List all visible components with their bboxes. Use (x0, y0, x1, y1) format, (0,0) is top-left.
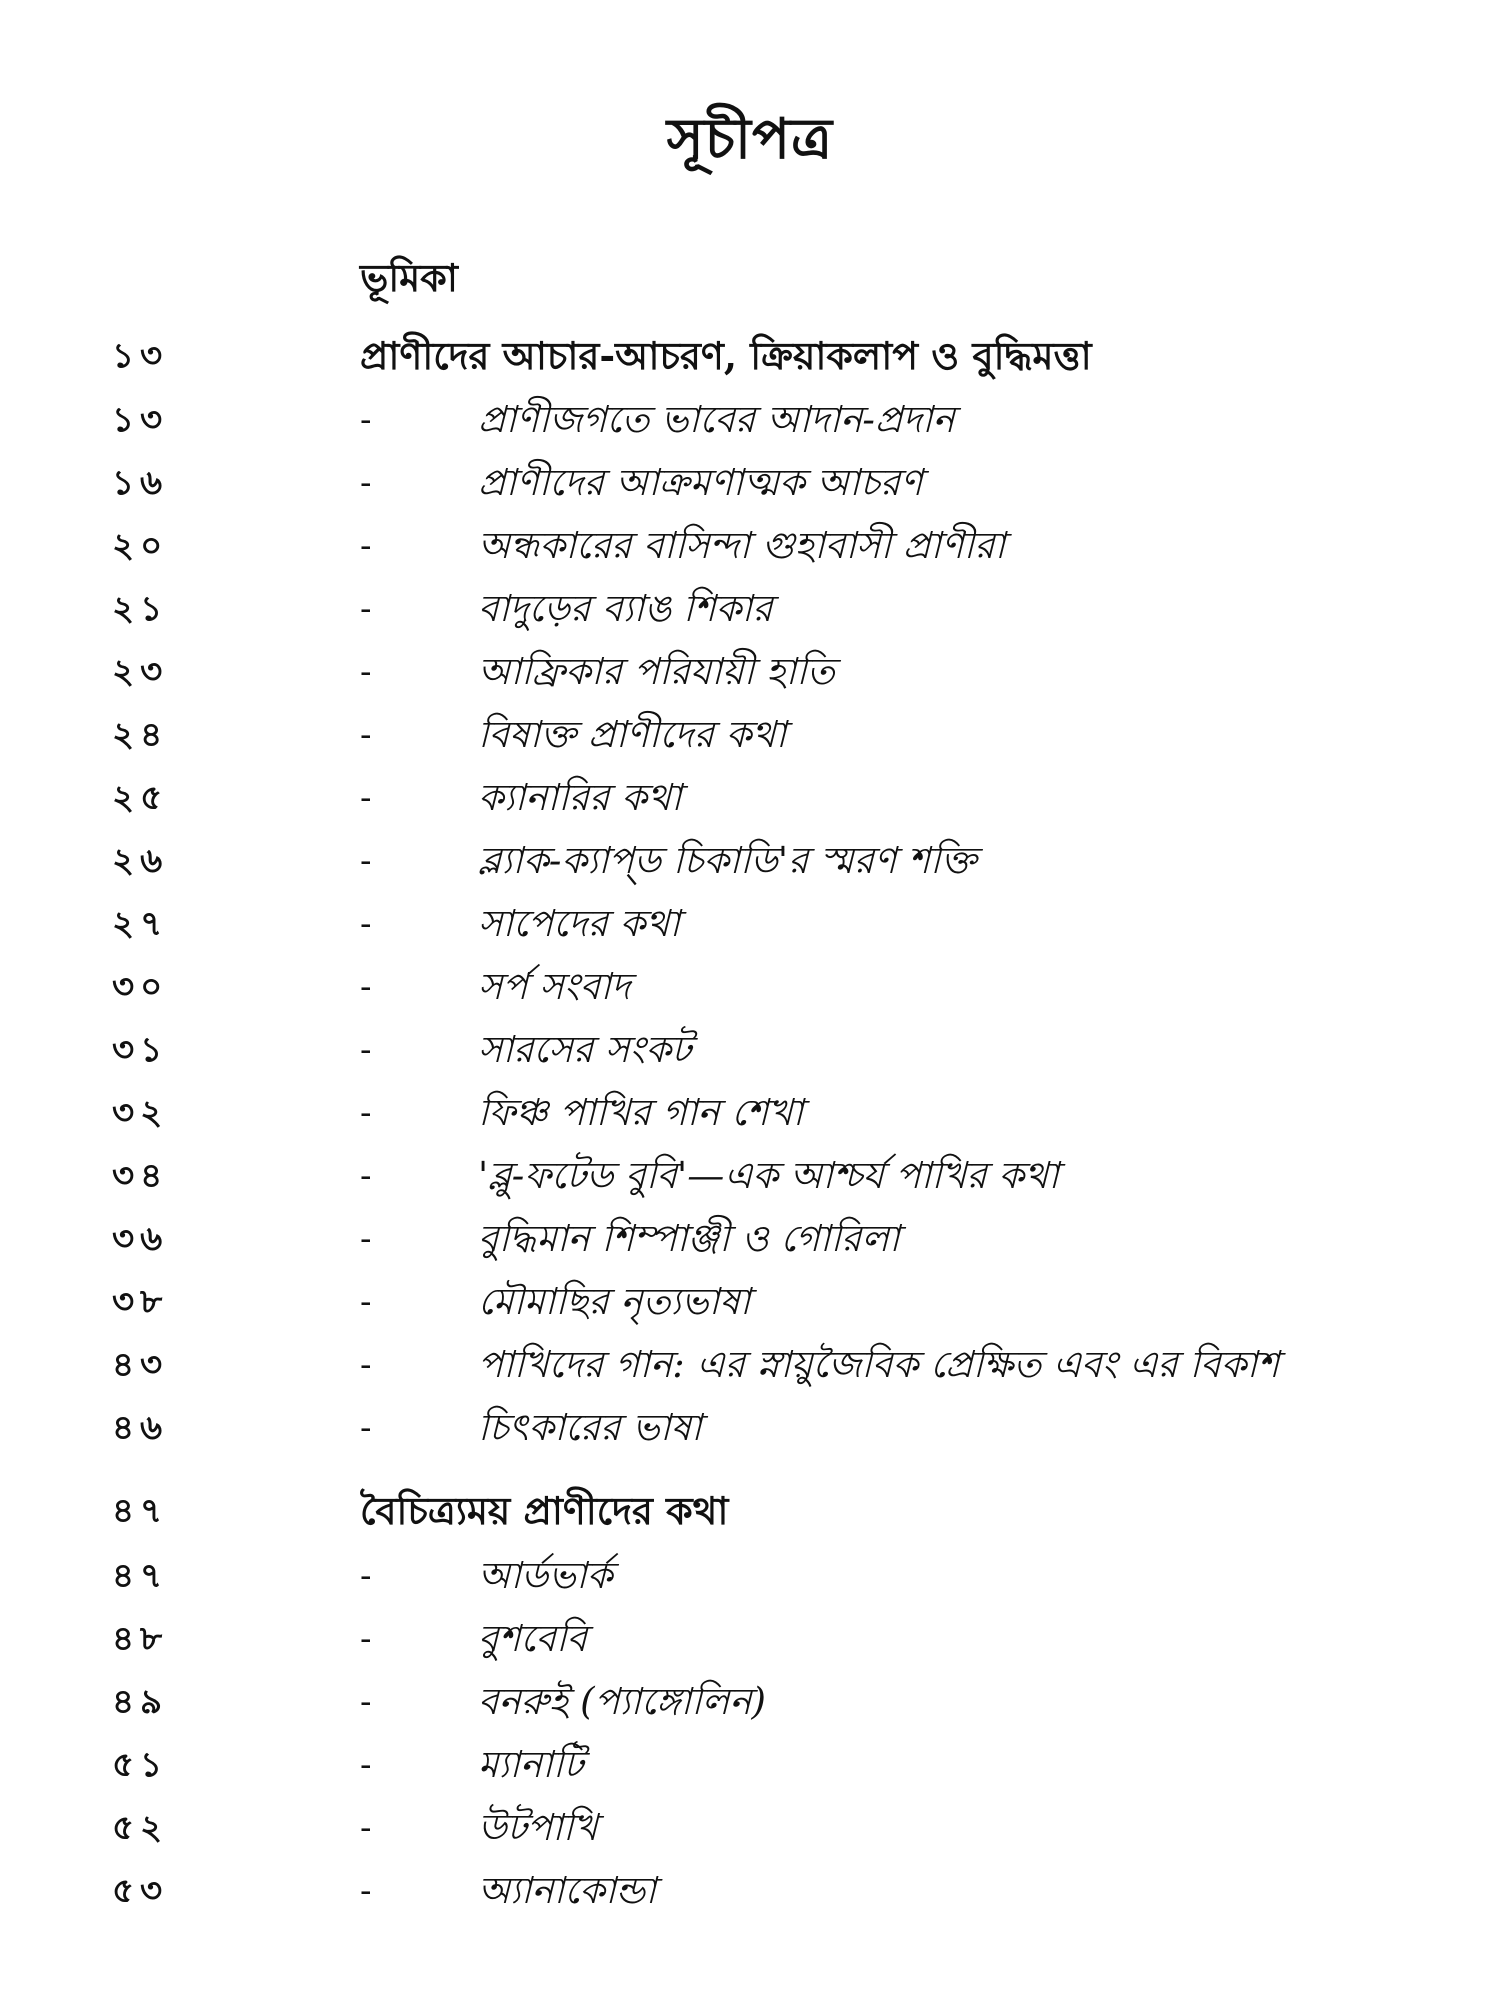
entry-dash: - (360, 1030, 372, 1070)
entry-dash: - (360, 1871, 372, 1911)
toc-entry (0, 1022, 1500, 1078)
section-title: প্রাণীদের আচার-আচরণ, ক্রিয়াকলাপ ও বুদ্ধিমত্তা (360, 333, 1092, 378)
entry-dash: - (360, 589, 372, 629)
preface-heading: ভূমিকা (360, 255, 458, 300)
entry-page-number: ৫২ (112, 1808, 169, 1848)
section-page-number: ৪৭ (112, 1491, 169, 1531)
preface-row (0, 250, 1500, 306)
toc-entry (0, 455, 1500, 511)
entry-title: চিৎকারের ভাষা (478, 1406, 702, 1449)
toc-entry (0, 1085, 1500, 1141)
entry-title: বাদুড়ের ব্যাঙ শিকার (478, 587, 773, 630)
entry-page-number: ৩১ (112, 1030, 169, 1070)
toc-entry (0, 959, 1500, 1015)
toc-entry (0, 644, 1500, 700)
entry-title: উটপাখি (478, 1806, 598, 1849)
entry-page-number: ৫৩ (112, 1871, 169, 1911)
section-title: বৈচিত্র্যময় প্রাণীদের কথা (360, 1488, 729, 1533)
entry-page-number: ২৪ (112, 715, 169, 755)
entry-dash: - (360, 715, 372, 755)
entry-page-number: ৩৬ (112, 1219, 169, 1259)
entry-page-number: ১৬ (112, 463, 169, 503)
entry-page-number: ৪৬ (112, 1408, 169, 1448)
entry-page-number: ৪৭ (112, 1556, 169, 1596)
entry-page-number: ৪৩ (112, 1345, 169, 1385)
entry-dash: - (360, 1219, 372, 1259)
entry-title: ম্যানাটি (478, 1743, 584, 1786)
entry-page-number: ৩২ (112, 1093, 169, 1133)
entry-dash: - (360, 1556, 372, 1596)
toc-entry (0, 896, 1500, 952)
toc-entry (0, 1548, 1500, 1604)
entry-page-number: ২৩ (112, 652, 169, 692)
entry-dash: - (360, 1808, 372, 1848)
section-heading-row (0, 328, 1500, 384)
entry-page-number: ১৩ (112, 400, 169, 440)
entry-page-number: ২০ (112, 526, 169, 566)
entry-page-number: ৩৮ (112, 1282, 169, 1322)
entry-dash: - (360, 1682, 372, 1722)
entry-title: সারসের সংকট (478, 1028, 692, 1071)
entry-dash: - (360, 778, 372, 818)
entry-title: পাখিদের গান: এর স্নায়ুজৈবিক প্রেক্ষিত এবং এর বিকাশ (478, 1343, 1280, 1386)
entry-page-number: ৪৮ (112, 1619, 169, 1659)
toc-entry (0, 1211, 1500, 1267)
section-heading-row (0, 1483, 1500, 1539)
toc-entry (0, 1337, 1500, 1393)
entry-dash: - (360, 526, 372, 566)
entry-title: 'ব্লু-ফটেড বুবি'—এক আশ্চর্য পাখির কথা (478, 1154, 1060, 1197)
entry-title: ব্ল্যাক-ক্যাপ্‌ড চিকাডি'র স্মরণ শক্তি (478, 839, 977, 882)
entry-page-number: ৩৪ (112, 1156, 169, 1196)
toc-entry (0, 833, 1500, 889)
entry-dash: - (360, 1093, 372, 1133)
toc-entry (0, 1800, 1500, 1856)
entry-title: আর্ডভার্ক (478, 1554, 613, 1597)
entry-page-number: ৩০ (112, 967, 169, 1007)
entry-page-number: ২৭ (112, 904, 169, 944)
entry-title: ক্যানারির কথা (478, 776, 682, 819)
entry-title: সাপেদের কথা (478, 902, 681, 945)
entry-dash: - (360, 1408, 372, 1448)
entry-dash: - (360, 400, 372, 440)
entry-title: বিষাক্ত প্রাণীদের কথা (478, 713, 787, 756)
entry-title: প্রাণীজগতে ভাবের আদান-প্রদান (478, 398, 955, 441)
toc-entry (0, 392, 1500, 448)
entry-dash: - (360, 1156, 372, 1196)
toc-entry (0, 1863, 1500, 1919)
entry-dash: - (360, 1619, 372, 1659)
entry-title: অ্যানাকোন্ডা (478, 1869, 657, 1912)
toc-entry (0, 1611, 1500, 1667)
entry-dash: - (360, 1345, 372, 1385)
toc-entry (0, 1274, 1500, 1330)
entry-title: বুশবেবি (478, 1617, 588, 1660)
entry-title: বুদ্ধিমান শিম্পাঞ্জী ও গোরিলা (478, 1217, 900, 1260)
entry-page-number: ২১ (112, 589, 169, 629)
entry-title: প্রাণীদের আক্রমণাত্মক আচরণ (478, 461, 923, 504)
toc-entry (0, 707, 1500, 763)
entry-title: সর্প সংবাদ (478, 965, 631, 1008)
entry-page-number: ৪৯ (112, 1682, 169, 1722)
entry-dash: - (360, 904, 372, 944)
toc-entry (0, 1148, 1500, 1204)
entry-page-number: ২৫ (112, 778, 169, 818)
entry-dash: - (360, 841, 372, 881)
toc-entry (0, 518, 1500, 574)
page-title: সূচীপত্র (666, 106, 834, 172)
toc-entry (0, 1737, 1500, 1793)
entry-dash: - (360, 1282, 372, 1322)
toc-entry (0, 1400, 1500, 1456)
section-page-number: ১৩ (112, 336, 169, 376)
entry-page-number: ৫১ (112, 1745, 169, 1785)
entry-title: আফ্রিকার পরিযায়ী হাতি (478, 650, 835, 693)
entry-title: বনরুই (প্যাঙ্গোলিন) (478, 1680, 766, 1723)
entry-dash: - (360, 463, 372, 503)
toc-entry (0, 1674, 1500, 1730)
entry-title: মৌমাছির নৃত্যভাষা (478, 1280, 751, 1323)
entry-page-number: ২৬ (112, 841, 169, 881)
entry-dash: - (360, 652, 372, 692)
toc-entry (0, 581, 1500, 637)
entry-dash: - (360, 967, 372, 1007)
entry-title: অন্ধকারের বাসিন্দা গুহাবাসী প্রাণীরা (478, 524, 1006, 567)
entry-title: ফিঞ্চ পাখির গান শেখা (478, 1091, 804, 1134)
entry-dash: - (360, 1745, 372, 1785)
toc-entry (0, 770, 1500, 826)
